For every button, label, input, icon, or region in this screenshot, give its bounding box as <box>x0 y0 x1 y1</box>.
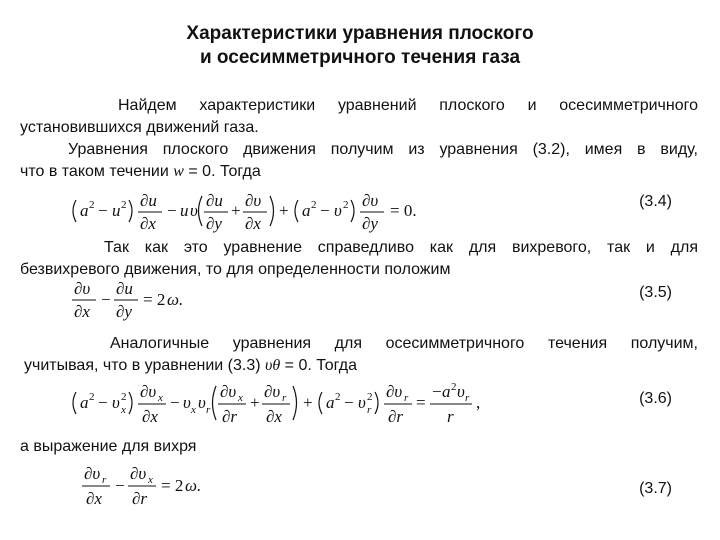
svg-text:∂r: ∂r <box>222 407 238 426</box>
paragraph-4-text: учитывая, что в уравнении (3.3) <box>24 357 261 374</box>
svg-text:∂y: ∂y <box>362 214 378 233</box>
svg-text:r: r <box>206 404 211 416</box>
svg-text:r: r <box>367 404 372 416</box>
svg-text:+: + <box>303 393 313 412</box>
paragraph-4-line-2 <box>20 355 698 377</box>
equation-number-3-4: (3.4) <box>639 193 672 210</box>
svg-text:∂u: ∂u <box>116 279 133 298</box>
svg-text:∂x: ∂x <box>140 214 156 233</box>
svg-text:∂y: ∂y <box>206 214 222 233</box>
svg-text:u: u <box>180 201 189 220</box>
svg-text:= 2: = 2 <box>143 290 166 309</box>
svg-text:2: 2 <box>367 391 373 403</box>
equation-3-4-graphic <box>70 186 440 236</box>
svg-text:−: − <box>320 201 330 220</box>
svg-text:−: − <box>167 201 177 220</box>
svg-text:r: r <box>447 407 454 426</box>
svg-text:2: 2 <box>89 199 95 211</box>
svg-text:2: 2 <box>121 199 127 211</box>
svg-text:−: − <box>432 382 442 401</box>
svg-text:x: x <box>121 404 126 416</box>
svg-text:x: x <box>238 392 243 404</box>
svg-text:∂u: ∂u <box>140 191 157 210</box>
svg-text:∂x: ∂x <box>74 302 90 321</box>
svg-text:−: − <box>115 476 125 495</box>
svg-text:∂x: ∂x <box>245 214 261 233</box>
svg-text:=: = <box>416 393 426 412</box>
svg-text:a: a <box>80 201 89 220</box>
paragraph-1 <box>20 95 698 139</box>
page-title <box>0 22 720 70</box>
svg-text:2: 2 <box>335 391 341 403</box>
title-line-2: и осесимметричного течения газа <box>199 47 521 68</box>
svg-text:∂u: ∂u <box>206 191 223 210</box>
paragraph-2-text: что в таком течении <box>20 163 169 180</box>
svg-text:r: r <box>465 392 470 404</box>
paragraph-4 <box>20 333 698 377</box>
paragraph-3 <box>20 237 698 281</box>
svg-text:υ: υ <box>358 393 366 412</box>
equation-3-4 <box>70 186 440 241</box>
svg-text:ω.: ω. <box>167 290 184 309</box>
svg-text:∂υ: ∂υ <box>362 191 379 210</box>
paragraph-4-line-1: Аналогичные уравнения для осесимметричного течения получим, <box>110 335 698 352</box>
math-w: w <box>173 163 184 180</box>
title-line-1: Характеристики уравнения плоского <box>186 23 534 44</box>
paragraph-2 <box>20 139 698 183</box>
equation-3-5 <box>70 276 190 331</box>
svg-text:∂x: ∂x <box>266 407 282 426</box>
equation-3-5-graphic <box>70 276 190 326</box>
svg-text:ω.: ω. <box>185 476 202 495</box>
svg-text:∂r: ∂r <box>388 407 404 426</box>
paragraph-1-line-1: Найдем характеристики уравнений плоского и осесимметричного <box>118 97 698 114</box>
svg-text:2: 2 <box>451 381 457 393</box>
svg-text:r: r <box>102 474 107 486</box>
svg-text:υ: υ <box>190 201 198 220</box>
equation-number-3-6: (3.6) <box>639 390 672 407</box>
paragraph-3-line-1: Так как это уравнение справедливо как для вихревого, так и для <box>104 239 698 256</box>
svg-text:+: + <box>231 201 241 220</box>
svg-text:υ: υ <box>334 201 342 220</box>
svg-text:+: + <box>279 201 289 220</box>
svg-text:r: r <box>404 392 409 404</box>
svg-text:u: u <box>112 201 121 220</box>
equation-number-3-5: (3.5) <box>639 284 672 301</box>
equation-3-7 <box>80 460 230 517</box>
svg-text:−: − <box>170 393 180 412</box>
svg-text:υ: υ <box>112 393 120 412</box>
equation-number-3-7: (3.7) <box>639 480 672 497</box>
svg-text:2: 2 <box>121 391 127 403</box>
svg-text:= 0.: = 0. <box>390 201 417 220</box>
svg-text:2: 2 <box>343 199 349 211</box>
svg-text:∂y: ∂y <box>116 302 132 321</box>
svg-text:∂x: ∂x <box>86 489 102 508</box>
svg-text:x: x <box>191 404 196 416</box>
svg-text:a: a <box>302 201 311 220</box>
svg-text:∂υ: ∂υ <box>220 382 237 401</box>
paragraph-2-line-1: Уравнения плоского движения получим из уравнения (3.2), имея в виду, <box>68 141 698 158</box>
svg-text:2: 2 <box>311 199 317 211</box>
svg-text:∂υ: ∂υ <box>130 464 147 483</box>
paragraph-5 <box>20 436 698 458</box>
equation-3-7-graphic <box>80 460 230 512</box>
svg-text:∂x: ∂x <box>142 407 158 426</box>
svg-text:x: x <box>148 474 153 486</box>
svg-text:∂υ: ∂υ <box>140 382 157 401</box>
svg-text:x: x <box>158 392 163 404</box>
svg-text:υ: υ <box>198 393 206 412</box>
svg-text:= 2: = 2 <box>161 476 184 495</box>
equation-3-6-graphic <box>70 376 490 432</box>
svg-text:∂υ: ∂υ <box>386 382 403 401</box>
paragraph-2-line-2 <box>20 161 698 183</box>
svg-text:−: − <box>98 201 108 220</box>
svg-text:−: − <box>344 393 354 412</box>
svg-text:a: a <box>326 393 335 412</box>
svg-text:a: a <box>442 382 451 401</box>
svg-text:∂υ: ∂υ <box>74 279 91 298</box>
paragraph-4-suffix: = 0. Тогда <box>284 357 358 374</box>
equation-3-6 <box>70 376 490 437</box>
svg-text:∂υ: ∂υ <box>264 382 281 401</box>
paragraph-2-suffix: = 0. Тогда <box>188 163 261 180</box>
math-v-theta: υθ <box>265 357 281 374</box>
svg-text:2: 2 <box>89 391 95 403</box>
svg-text:υ: υ <box>183 393 191 412</box>
paragraph-1-line-2: установившихся движений газа. <box>20 119 259 136</box>
svg-text:a: a <box>80 393 89 412</box>
paragraph-5-line-1: а выражение для вихря <box>20 438 197 455</box>
paragraph-3-line-2: безвихревого движения, то для определенности положим <box>20 261 451 278</box>
svg-text:−: − <box>101 290 111 309</box>
svg-text:,: , <box>476 393 481 412</box>
svg-text:+: + <box>250 393 260 412</box>
svg-text:∂υ: ∂υ <box>84 464 101 483</box>
svg-text:−: − <box>98 393 108 412</box>
svg-text:∂r: ∂r <box>132 489 148 508</box>
svg-text:υ: υ <box>457 382 465 401</box>
svg-text:r: r <box>282 392 287 404</box>
svg-text:∂υ: ∂υ <box>245 191 262 210</box>
